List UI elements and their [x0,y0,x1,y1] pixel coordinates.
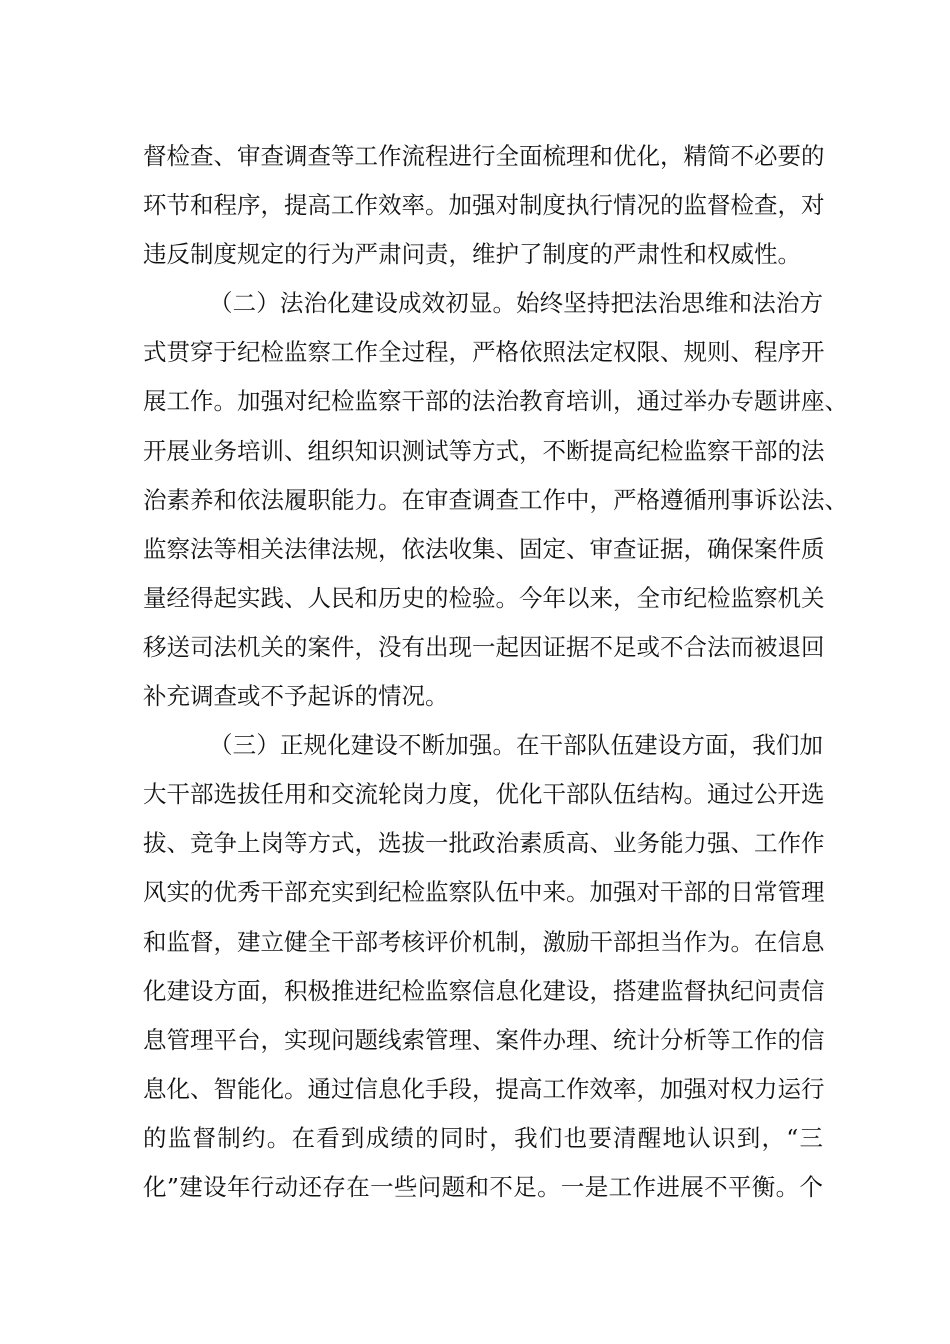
paragraph-1 [143,132,823,279]
text-line: 督检查、审查调查等工作流程进行全面梳理和优化，精简不必要的 [143,142,825,170]
text-line: 风实的优秀干部充实到纪检监察队伍中来。加强对干部的日常管理 [143,878,825,907]
body-text [143,132,848,1212]
text-line: 违反制度规定的行为严肃问责，维护了制度的严肃性和权威性。 [143,240,801,269]
text-line: 和监督，建立健全干部考核评价机制，激励干部担当作为。在信息 [143,927,825,956]
text-line: 治素养和依法履职能力。在审查调查工作中，严格遵循刑事诉讼法、 [143,485,848,514]
text-line: 移送司法机关的案件，没有出现一起因证据不足或不合法而被退回 [143,632,825,661]
text-line: 展工作。加强对纪检监察干部的法治教育培训，通过举办专题讲座、 [143,387,848,416]
text-line: 的监督制约。在看到成绩的同时，我们也要清醒地认识到，“三 [143,1123,823,1152]
text-line: 式贯穿于纪检监察工作全过程，严格依照法定权限、规则、程序开 [143,338,825,367]
text-line: 监察法等相关法律法规，依法收集、固定、审查证据，确保案件质 [143,534,825,563]
text-line: 大干部选拔任用和交流轮岗力度，优化干部队伍结构。通过公开选 [143,780,825,809]
paragraph-2 [143,279,848,721]
text-line: 息化、智能化。通过信息化手段，提高工作效率，加强对权力运行 [143,1074,825,1103]
text-line: 化建设方面，积极推进纪检监察信息化建设，搭建监督执纪问责信 [143,976,825,1005]
text-line: 化”建设年行动还存在一些问题和不足。一是工作进展不平衡。个 [143,1172,823,1201]
text-line: 补充调查或不予起诉的情况。 [143,682,449,711]
text-line: 开展业务培训、组织知识测试等方式，不断提高纪检监察干部的法 [143,436,825,465]
text-line: （三）正规化建设不断加强。在干部队伍建设方面，我们加 [209,731,823,760]
text-line: 量经得起实践、人民和历史的检验。今年以来，全市纪检监察机关 [143,583,825,612]
text-line: （二）法治化建设成效初显。始终坚持把法治思维和法治方 [209,289,823,318]
paragraph-3 [143,721,823,1212]
text-line: 息管理平台，实现问题线索管理、案件办理、统计分析等工作的信 [143,1025,825,1054]
text-line: 拔、竞争上岗等方式，选拔一批政治素质高、业务能力强、工作作 [143,829,825,858]
text-line: 环节和程序，提高工作效率。加强对制度执行情况的监督检查，对 [143,191,825,220]
